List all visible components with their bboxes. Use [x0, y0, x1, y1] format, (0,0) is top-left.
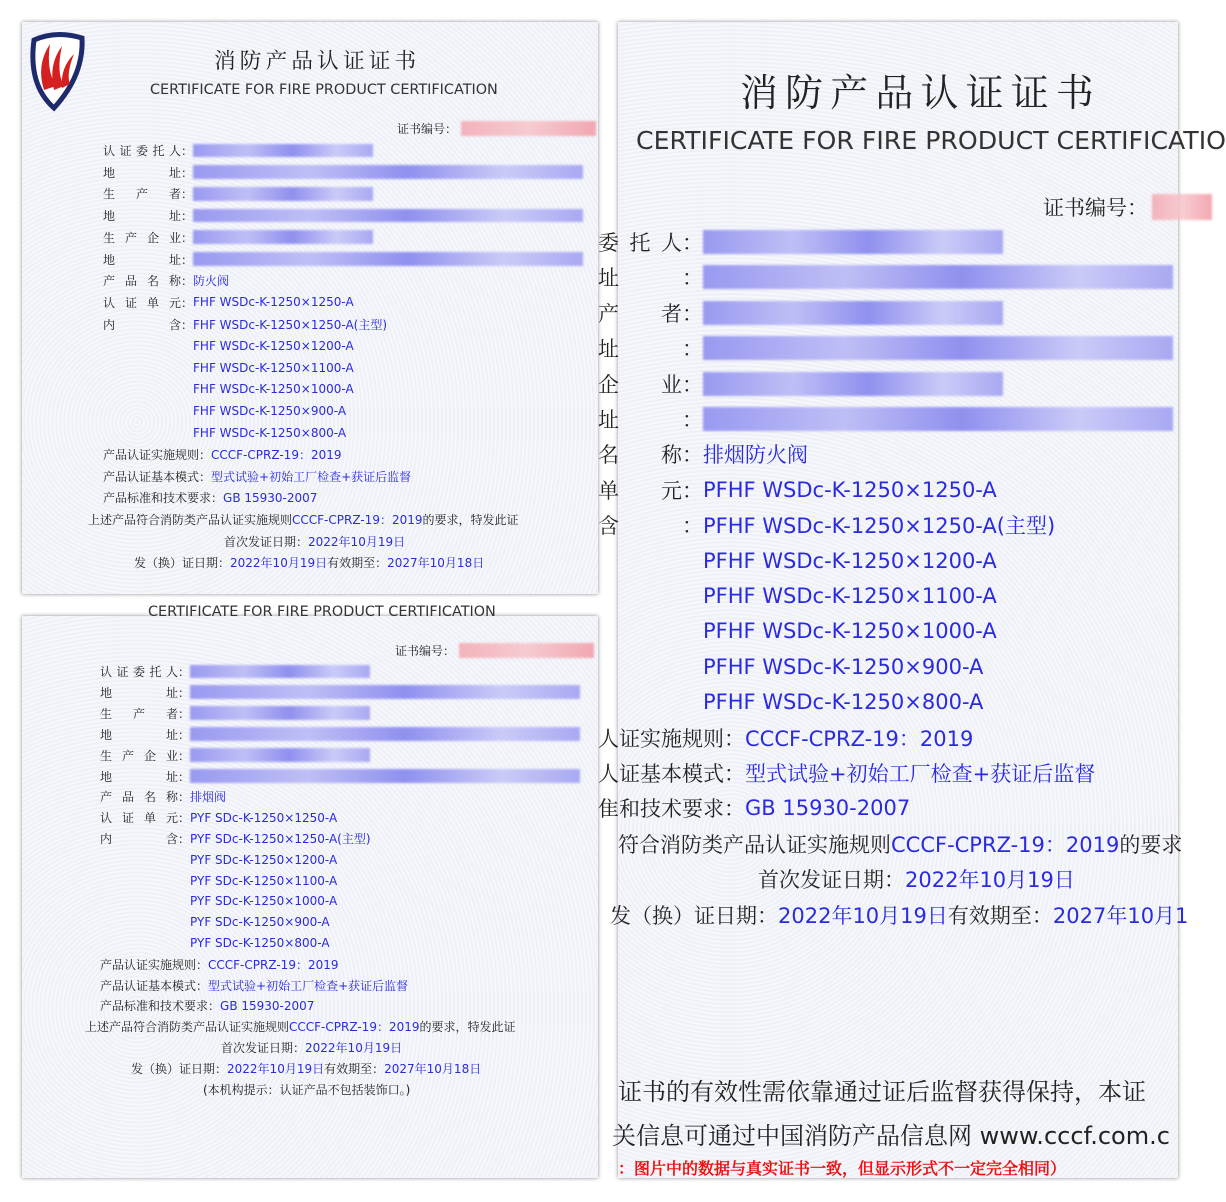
- website-footer: 关信息可通过中国消防产品信息网 www.cccf.com.c: [612, 1122, 1170, 1150]
- field-label: 认证委托人: [100, 665, 178, 679]
- field-colon: ：: [181, 230, 194, 245]
- field-row: [598, 652, 983, 682]
- institution-note: (本机构提示：认证产品不包括装饰口。): [203, 1083, 411, 1097]
- first-issue-value: 2022年10月19日: [305, 1041, 403, 1056]
- field-value: PFHF WSDc-K-1250×900-A: [703, 654, 984, 679]
- issue-label: 发（换）证日期：: [131, 1062, 228, 1077]
- issue-date: [610, 900, 1188, 930]
- field-colon: ：: [682, 372, 703, 397]
- field-row: [103, 489, 317, 506]
- field-row: [598, 369, 1003, 399]
- field-value: CCCF-CPRZ-19：2019: [745, 726, 974, 751]
- field-value: 型式试验+初始工厂检查+获证后监督: [211, 469, 412, 484]
- fire-shield-logo: [26, 30, 86, 110]
- field-label: 产品认证基本模式：: [103, 469, 212, 484]
- certificate-number: [1043, 192, 1212, 222]
- issue-value: 2022年10月19日: [230, 556, 328, 571]
- field-colon: ：: [181, 274, 194, 289]
- field-label: 地址: [103, 209, 181, 224]
- field-colon: [178, 893, 190, 910]
- issue-label: 发（换）证日期：: [134, 556, 231, 571]
- field-value: PYF SDc-K-1250×1250-A(主型): [190, 832, 371, 847]
- valid-label: 有效期至：: [324, 1062, 385, 1077]
- field-label: 企 业: [598, 372, 682, 397]
- field-row: [103, 207, 583, 224]
- field-colon: ：: [682, 266, 703, 291]
- redacted-value: [193, 187, 373, 201]
- field-value: PYF SDc-K-1250×900-A: [190, 915, 330, 930]
- field-colon: ：: [181, 144, 194, 158]
- first-issue-value: 2022年10月19日: [905, 868, 1075, 893]
- field-value: 型式试验+初始工厂检查+获证后监督: [208, 978, 409, 993]
- field-colon: [682, 616, 703, 646]
- field-value: PYF SDc-K-1250×1250-A: [190, 810, 338, 825]
- certificate-number-redacted: [459, 643, 594, 657]
- field-row: [598, 475, 997, 505]
- field-row: [598, 546, 997, 576]
- field-colon: ：: [682, 408, 703, 432]
- field-colon: ：: [178, 811, 191, 826]
- field-label: 产品标准和技术要求：: [100, 999, 221, 1014]
- field-row: [103, 402, 346, 419]
- field-value: FHF WSDc-K-1250×1200-A: [193, 338, 354, 353]
- field-row: [100, 830, 371, 847]
- field-colon: [181, 337, 193, 354]
- statement-text: 上述产品符合消防类产品认证实施规则: [85, 1020, 290, 1035]
- field-colon: ：: [181, 317, 194, 332]
- field-colon: [181, 381, 193, 398]
- field-row: [100, 705, 370, 722]
- field-label: 地址: [100, 727, 178, 742]
- field-colon: ：: [682, 478, 703, 503]
- certificate-number: [397, 120, 596, 137]
- valid-value: 2027年10月18日: [387, 556, 485, 571]
- field-colon: ：: [178, 748, 191, 763]
- field-label: 地址: [103, 252, 181, 267]
- field-row: [598, 581, 997, 611]
- field-colon: [682, 546, 703, 576]
- field-row: [598, 687, 983, 717]
- redacted-value: [193, 144, 373, 158]
- field-colon: ：: [181, 252, 194, 267]
- redacted-value: [703, 230, 1003, 254]
- statement-text: 符合消防类产品认证实施规则: [618, 832, 891, 857]
- field-label: 生产者: [103, 187, 181, 202]
- field-row: [103, 142, 373, 159]
- field-row: [598, 298, 1003, 328]
- field-value: PYF SDc-K-1250×1000-A: [190, 894, 338, 909]
- certificate-number-redacted: [1152, 194, 1212, 219]
- redacted-value: [190, 748, 370, 762]
- field-value: FHF WSDc-K-1250×1000-A: [193, 382, 354, 397]
- field-row: [103, 337, 354, 354]
- field-colon: ：: [682, 301, 703, 326]
- statement-text: 的要求，特发此证: [422, 512, 519, 527]
- field-row: [100, 893, 337, 910]
- field-colon: [682, 652, 703, 682]
- field-label: 隹和技术要求：: [598, 797, 745, 822]
- issue-value: 2022年10月19日: [778, 903, 948, 928]
- field-colon: ：: [682, 443, 703, 468]
- field-label: 认证单元: [100, 811, 178, 826]
- field-row: [598, 227, 1003, 257]
- field-value: FHF WSDc-K-1250×1250-A: [193, 295, 354, 310]
- certificate-number-label: 证书编号：: [395, 644, 456, 658]
- field-colon: ：: [682, 231, 703, 255]
- field-row: [100, 809, 337, 826]
- field-colon: ：: [178, 769, 191, 784]
- field-label: 址: [598, 337, 619, 362]
- field-colon: [181, 359, 193, 376]
- field-label: 委托人: [598, 231, 682, 255]
- issue-label: 发（换）证日期：: [610, 903, 778, 928]
- field-row: [103, 446, 342, 463]
- field-colon: ：: [178, 665, 191, 679]
- field-row: [103, 164, 583, 181]
- redacted-value: [190, 727, 580, 741]
- field-row: [103, 272, 229, 289]
- field-row: [598, 333, 1173, 363]
- zoomed-certificate-detail: [598, 22, 1226, 1178]
- statement-text: 上述产品符合消防类产品认证实施规则: [88, 512, 293, 527]
- issue-value: 2022年10月19日: [227, 1062, 325, 1077]
- certificate-title-en: CERTIFICATE FOR FIRE PRODUCT CERTIFICATIO: [636, 126, 1226, 155]
- smoke-exhaust-valve-certificate: [22, 604, 598, 1178]
- field-colon: ：: [178, 706, 191, 721]
- field-row: [103, 229, 373, 246]
- field-row: [100, 977, 408, 994]
- certificate-number-label: 证书编号：: [397, 122, 458, 136]
- redacted-value: [190, 665, 370, 679]
- redacted-value: [703, 265, 1173, 289]
- field-label: 人证基本模式：: [598, 762, 745, 786]
- certificate-title-cn: 消防产品认证证书: [214, 49, 421, 74]
- field-row: [100, 914, 330, 931]
- field-value: FHF WSDc-K-1250×1250-A(主型): [193, 317, 388, 332]
- certification-statement: [618, 829, 1182, 859]
- field-label: 址: [598, 266, 619, 291]
- field-label: 认证单元: [103, 295, 181, 310]
- valid-label: 有效期至：: [947, 903, 1053, 928]
- field-value: PFHF WSDc-K-1250×800-A: [703, 690, 984, 715]
- redacted-value: [193, 230, 373, 244]
- issue-date: [131, 1060, 481, 1077]
- field-label: 地址: [100, 685, 178, 700]
- certificate-number-label: 证书编号：: [1043, 196, 1148, 220]
- field-label: 生产企业: [100, 748, 178, 763]
- field-colon: [682, 687, 703, 717]
- field-row: [598, 510, 1055, 540]
- first-issue-value: 2022年10月19日: [308, 534, 406, 549]
- redacted-value: [703, 336, 1173, 360]
- field-value: GB 15930-2007: [223, 490, 318, 505]
- field-colon: ：: [682, 514, 703, 539]
- field-row: [598, 723, 973, 753]
- field-colon: ：: [178, 832, 191, 847]
- certificate-title-en: CERTIFICATE FOR FIRE PRODUCT CERTIFICATION: [148, 604, 496, 620]
- field-value: 型式试验+初始工厂检查+获证后监督: [745, 762, 1096, 786]
- field-colon: ：: [181, 209, 194, 224]
- field-colon: [178, 914, 190, 931]
- field-colon: [181, 402, 193, 419]
- certificate-title-en: CERTIFICATE FOR FIRE PRODUCT CERTIFICATION: [150, 82, 498, 98]
- field-value: 防火阀: [193, 274, 230, 289]
- redacted-value: [193, 165, 583, 179]
- fire-valve-certificate: [22, 22, 598, 594]
- field-value: 排烟防火阀: [703, 443, 808, 468]
- field-colon: [178, 935, 190, 952]
- field-row: [598, 439, 808, 469]
- first-issue-date: [758, 864, 1075, 894]
- field-row: [103, 251, 583, 268]
- field-label: 产品标准和技术要求：: [103, 491, 224, 506]
- valid-value: 2027年10月18日: [384, 1062, 482, 1077]
- field-row: [598, 758, 1095, 788]
- field-colon: ：: [178, 685, 191, 700]
- field-row: [100, 851, 337, 868]
- redacted-value: [190, 706, 370, 720]
- field-label: 地址: [103, 165, 181, 180]
- field-row: [100, 872, 337, 889]
- field-value: PFHF WSDc-K-1250×1000-A: [703, 619, 997, 644]
- field-colon: ：: [178, 790, 191, 805]
- first-issue-label: 首次发证日期：: [224, 534, 309, 549]
- field-row: [100, 997, 314, 1014]
- field-row: [598, 616, 997, 646]
- statement-rule: CCCF-CPRZ-19：2019: [289, 1020, 420, 1035]
- first-issue-date: [221, 1039, 402, 1056]
- statement-rule: CCCF-CPRZ-19：2019: [891, 832, 1120, 857]
- field-value: FHF WSDc-K-1250×800-A: [193, 425, 347, 440]
- redacted-value: [193, 209, 583, 223]
- field-row: [100, 663, 370, 680]
- statement-text: 的要求: [1119, 832, 1183, 857]
- statement-text: 的要求，特发此证: [419, 1020, 516, 1035]
- display-notice: ：图片中的数据与真实证书一致，但显示形式不一定完全相同）: [618, 1159, 1067, 1178]
- field-label: 含: [598, 514, 619, 539]
- field-value: PFHF WSDc-K-1250×1200-A: [703, 548, 997, 573]
- field-value: PYF SDc-K-1250×800-A: [190, 936, 330, 951]
- field-label: 产品认证实施规则：: [103, 447, 212, 462]
- first-issue-label: 首次发证日期：: [758, 868, 905, 893]
- field-label: 单 元: [598, 478, 682, 503]
- first-issue-date: [224, 533, 405, 550]
- field-row: [100, 747, 370, 764]
- field-row: [598, 262, 1173, 292]
- field-value: PFHF WSDc-K-1250×1250-A(主型): [703, 514, 1056, 539]
- field-row: [598, 404, 1173, 434]
- field-label: 内含: [103, 317, 181, 332]
- field-label: 地址: [100, 769, 178, 784]
- field-value: FHF WSDc-K-1250×900-A: [193, 403, 347, 418]
- field-value: GB 15930-2007: [220, 998, 315, 1013]
- field-row: [103, 185, 373, 202]
- field-value: FHF WSDc-K-1250×1100-A: [193, 360, 354, 375]
- statement-rule: CCCF-CPRZ-19：2019: [292, 512, 423, 527]
- field-row: [100, 935, 330, 952]
- redacted-value: [703, 301, 1003, 325]
- field-value: PYF SDc-K-1250×1100-A: [190, 873, 338, 888]
- field-row: [598, 793, 910, 823]
- field-row: [103, 381, 354, 398]
- field-value: PYF SDc-K-1250×1200-A: [190, 852, 338, 867]
- field-value: CCCF-CPRZ-19：2019: [208, 957, 339, 972]
- field-label: 产品认证基本模式：: [100, 978, 209, 993]
- field-colon: ：: [181, 165, 194, 180]
- field-colon: [682, 581, 703, 611]
- field-row: [100, 726, 580, 743]
- field-value: PFHF WSDc-K-1250×1250-A: [703, 477, 997, 502]
- field-row: [100, 684, 580, 701]
- field-colon: [178, 872, 190, 889]
- first-issue-label: 首次发证日期：: [221, 1041, 306, 1056]
- field-colon: [181, 424, 193, 441]
- field-row: [103, 359, 354, 376]
- field-value: GB 15930-2007: [745, 796, 911, 821]
- field-colon: ：: [181, 187, 194, 202]
- valid-value: 2027年10月1: [1052, 903, 1189, 928]
- field-row: [103, 316, 387, 333]
- certificate-title-cn: 消防产品认证证书: [740, 71, 1102, 115]
- field-label: 人证实施规则：: [598, 726, 745, 751]
- redacted-value: [190, 769, 580, 783]
- field-label: 址: [598, 408, 619, 432]
- field-label: 名 称: [598, 443, 682, 468]
- redacted-value: [703, 372, 1003, 396]
- field-colon: ：: [181, 295, 194, 310]
- certificate-number: [395, 642, 594, 659]
- field-label: 生产者: [100, 706, 178, 721]
- validity-footer: 证书的有效性需依靠通过证后监督获得保持，本证: [618, 1078, 1146, 1106]
- field-row: [103, 468, 411, 485]
- field-colon: [178, 851, 190, 868]
- redacted-value: [703, 407, 1173, 431]
- field-row: [103, 424, 346, 441]
- field-row: [100, 768, 580, 785]
- certification-statement: [85, 1018, 516, 1035]
- field-label: 产品认证实施规则：: [100, 957, 209, 972]
- field-label: 产品名称: [103, 274, 181, 289]
- redacted-value: [193, 252, 583, 266]
- field-colon: ：: [682, 337, 703, 362]
- field-label: 生产企业: [103, 230, 181, 245]
- field-label: 内含: [100, 832, 178, 847]
- valid-label: 有效期至：: [327, 556, 388, 571]
- field-colon: ：: [178, 727, 191, 742]
- field-row: [100, 788, 226, 805]
- field-label: 产 者: [598, 301, 682, 326]
- field-label: 认证委托人: [103, 144, 181, 158]
- certificate-number-redacted: [461, 121, 596, 135]
- field-value: PFHF WSDc-K-1250×1100-A: [703, 584, 997, 608]
- field-value: CCCF-CPRZ-19：2019: [211, 447, 342, 462]
- certification-statement: [88, 511, 519, 528]
- redacted-value: [190, 685, 580, 699]
- issue-date: [134, 554, 484, 571]
- field-row: [103, 294, 354, 311]
- field-label: 产品名称: [100, 790, 178, 805]
- field-value: 排烟阀: [190, 790, 227, 805]
- field-row: [100, 956, 339, 973]
